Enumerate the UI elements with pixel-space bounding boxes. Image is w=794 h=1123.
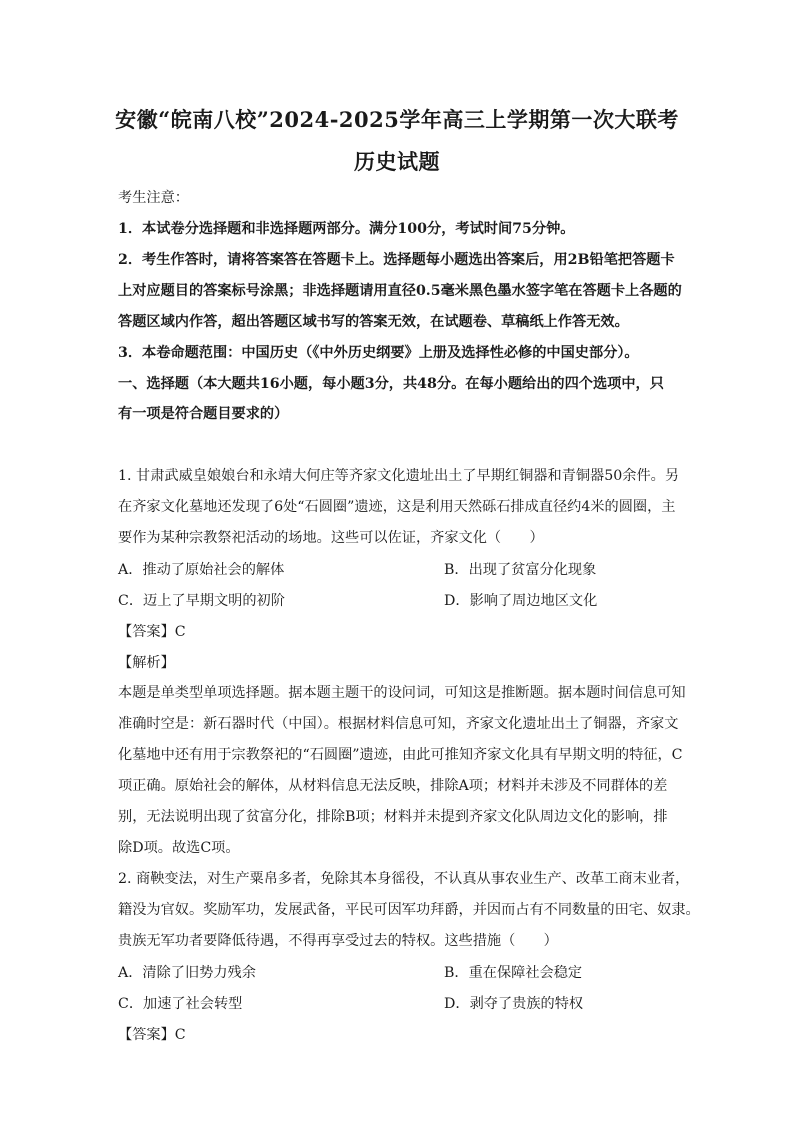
q1-option-c: C．迈上了早期文明的初阶 <box>118 593 285 609</box>
q1-stem-line: 在齐家文化墓地还发现了6处“石圆圈”遗迹，这是利用天然砾石排成直径约4米的圆圈，主 <box>118 499 676 515</box>
q1-analysis-line: 别，无法说明出现了贫富分化，排除B项；材料并未提到齐家文化队周边文化的影响，排 <box>118 809 668 825</box>
q1-analysis-line: 准确时空是：新石器时代（中国）。根据材料信息可知，齐家文化遗址出土了铜器，齐家文 <box>118 716 679 732</box>
notice-item-2-cont2: 答题区域内作答，超出答题区域书写的答案无效，在试题卷、草稿纸上作答无效。 <box>118 314 629 330</box>
q1-analysis-line: 除D项。故选C项。 <box>118 840 240 856</box>
q1-stem-line: 要作为某种宗教祭祀活动的场地。这些可以佐证，齐家文化（ ） <box>118 530 544 546</box>
q1-answer: 【答案】C <box>118 624 186 640</box>
exam-title: 安徽“皖南八校”2024-2025学年高三上学期第一次大联考 <box>115 107 679 132</box>
q2-stem-line: 籍没为官奴。奖励军功，发展武备，平民可因军功拜爵，并因而占有不同数量的田宅、奴隶。 <box>118 902 700 918</box>
q1-option-b: B．出现了贫富分化现象 <box>444 562 597 578</box>
q2-option-a: A．清除了旧势力残余 <box>118 965 256 981</box>
notice-heading: 考生注意： <box>118 190 189 206</box>
q1-analysis-label: 【解析】 <box>118 655 175 671</box>
q2-option-b: B．重在保障社会稳定 <box>444 965 583 981</box>
section-heading-cont: 有一项是符合题目要求的） <box>118 406 289 422</box>
q1-stem-line: 1. 甘肃武威皇娘娘台和永靖大何庄等齐家文化遗址出土了早期红铜器和青铜器50余件。另 <box>118 468 680 484</box>
q1-analysis-line: 化墓地中还有用于宗教祭祀的“石圆圈”遗迹，由此可推知齐家文化具有早期文明的特征，C <box>118 747 683 763</box>
q2-stem-line: 贵族无军功者要降低待遇，不得再享受过去的特权。这些措施（ ） <box>118 933 558 949</box>
q1-analysis-line: 项正确。原始社会的解体，从材料信息无法反映，排除A项；材料并未涉及不同群体的差 <box>118 778 668 794</box>
notice-item-1: 1．本试卷分选择题和非选择题两部分。满分100分，考试时间75分钟。 <box>118 221 575 237</box>
q1-option-d: D．影响了周边地区文化 <box>444 593 598 609</box>
section-heading: 一、选择题（本大题共16小题，每小题3分，共48分。在每小题给出的四个选项中，只 <box>118 376 664 392</box>
q2-option-d: D．剥夺了贵族的特权 <box>444 996 584 1012</box>
exam-subject-title: 历史试题 <box>354 149 440 174</box>
q2-option-c: C．加速了社会转型 <box>118 996 243 1012</box>
q2-stem-line: 2. 商鞅变法，对生产粟帛多者，免除其本身徭役，不认真从事农业生产、改革工商末业者， <box>118 871 690 887</box>
notice-item-2-cont: 上对应题目的答案标号涂黑；非选择题请用直径0.5毫米黑色墨水签字笔在答题卡上各题的 <box>118 283 682 299</box>
q1-option-a: A．推动了原始社会的解体 <box>118 562 285 578</box>
notice-item-2: 2．考生作答时，请将答案答在答题卡上。选择题每小题选出答案后，用2B铅笔把答题卡 <box>118 252 675 268</box>
q1-analysis-line: 本题是单类型单项选择题。据本题主题干的设问词，可知这是推断题。据本题时间信息可知 <box>118 685 686 701</box>
q2-answer: 【答案】C <box>118 1027 186 1043</box>
notice-item-3: 3．本卷命题范围：中国历史（《中外历史纲要》上册及选择性必修的中国史部分）。 <box>118 345 639 361</box>
